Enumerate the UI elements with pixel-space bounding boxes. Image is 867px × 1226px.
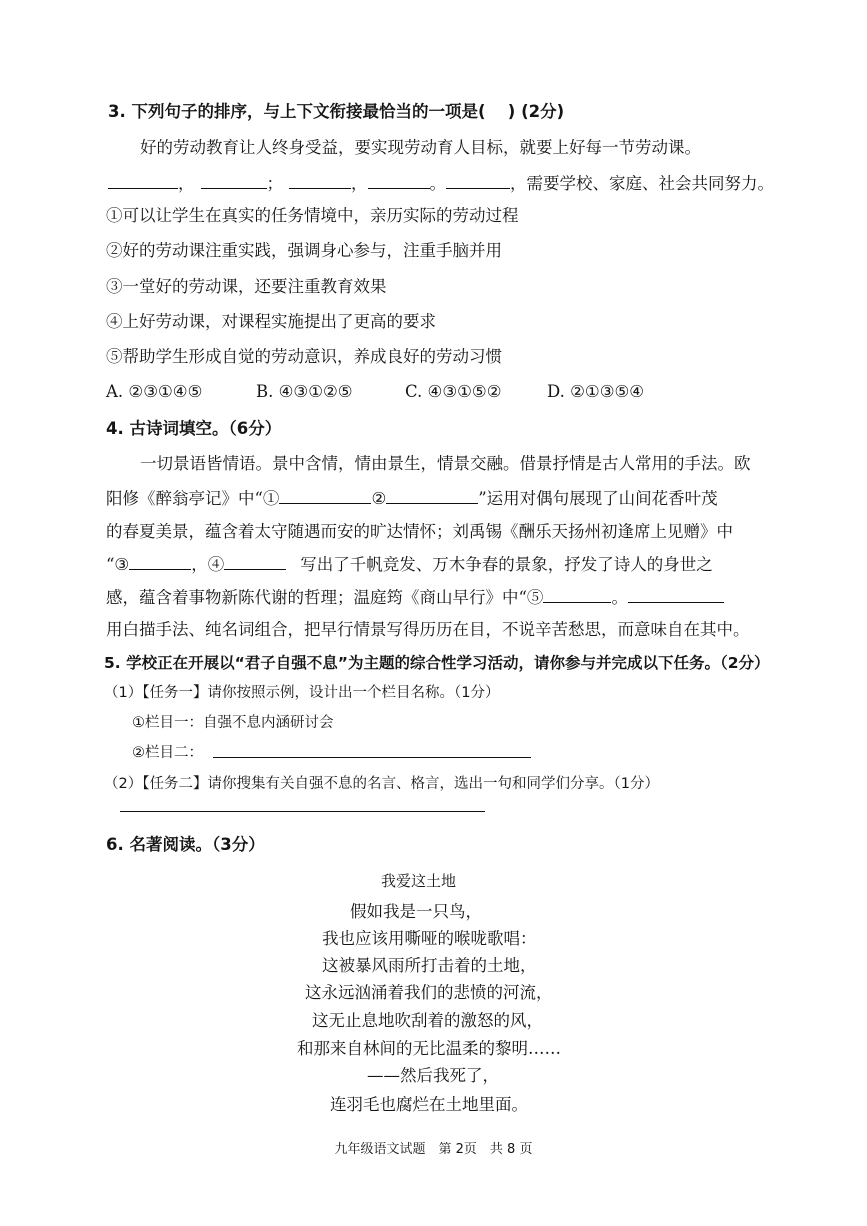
q3-heading: 3. 下列句子的排序，与上下文衔接最恰当的一项是( ) (2分) xyxy=(108,102,565,121)
punct: ， xyxy=(178,174,195,193)
poem-line-2: 我也应该用嘶哑的喉咙歌唱： xyxy=(322,929,537,948)
q5-task-2: （2）【任务二】请你搜集有关自强不息的名言、格言，选出一句和同学们分享。（1分） xyxy=(104,776,659,792)
q4-line-2c: ”运用对偶句展现了山间花香叶茂 xyxy=(478,489,718,508)
answer-blank[interactable] xyxy=(201,172,267,189)
poem-line-6: 和那来自林间的无比温柔的黎明…… xyxy=(297,1039,561,1058)
poem-blank-1[interactable] xyxy=(279,487,371,504)
q3-option-1: ①可以让学生在真实的任务情境中，亲历实际的劳动过程 xyxy=(106,206,519,225)
q4-line-2a: 阳修《醉翁亭记》中“① xyxy=(106,489,280,508)
q4-line-2 xyxy=(106,487,718,510)
q4-line-2b: ② xyxy=(371,489,387,508)
q3-choice-c[interactable]: C. ④③①⑤② xyxy=(405,382,502,401)
q3-fill-tail: 需要学校、家庭、社会共同努力。 xyxy=(526,174,774,193)
answer-blank[interactable] xyxy=(446,172,510,189)
q3-fill-line xyxy=(108,172,774,195)
q5-item-1: ①栏目一：自强不息内涵研讨会 xyxy=(132,715,334,731)
q3-option-5: ⑤帮助学生形成自觉的劳动意识，养成良好的劳动习惯 xyxy=(106,347,502,366)
poem-blank-5b[interactable] xyxy=(628,586,724,603)
q4-line-3: 的春夏美景，蕴含着太守随遇而安的旷达情怀；刘禹锡《酬乐天扬州初逢席上见赠》中 xyxy=(106,522,733,541)
q4-line-4c: 写出了千帆竞发、万木争春的景象，抒发了诗人的身世之 xyxy=(300,555,713,574)
poem-title: 我爱这土地 xyxy=(381,872,457,890)
page-footer: 九年级语文试题 第 2页 共 8 页 xyxy=(334,1142,533,1157)
punct: 。 xyxy=(429,174,446,193)
poem-line-1: 假如我是一只鸟， xyxy=(350,902,482,921)
poem-line-5: 这无止息地吹刮着的激怒的风， xyxy=(312,1011,543,1030)
q3-option-3: ③一堂好的劳动课，还要注重教育效果 xyxy=(106,277,387,296)
q4-line-4a: “③ xyxy=(106,555,130,574)
poem-blank-2[interactable] xyxy=(386,487,478,504)
q4-line-4b: ，④ xyxy=(191,555,225,574)
answer-blank[interactable] xyxy=(108,172,178,189)
column-name-answer-line[interactable] xyxy=(213,757,531,758)
poem-blank-4[interactable] xyxy=(224,553,286,570)
q4-line-5 xyxy=(106,586,724,609)
q5-item-2: ②栏目二： xyxy=(132,745,203,761)
q5-heading: 5. 学校正在开展以“君子自强不息”为主题的综合性学习活动，请你参与并完成以下任务。（2分） xyxy=(104,654,770,672)
quote-answer-line[interactable] xyxy=(120,811,485,812)
q3-choice-d[interactable]: D. ②①③⑤④ xyxy=(547,382,645,401)
q3-choice-a[interactable]: A. ②③①④⑤ xyxy=(106,382,203,401)
q4-heading: 4. 古诗词填空。（6分） xyxy=(106,419,282,438)
poem-line-8: 连羽毛也腐烂在土地里面。 xyxy=(330,1095,528,1114)
q4-line-6: 用白描手法、纯名词组合，把早行情景写得历历在目，不说辛苦愁思，而意味自在其中。 xyxy=(106,620,750,639)
q4-line-5a: 感，蕴含着事物新陈代谢的哲理；温庭筠《商山早行》中“⑤ xyxy=(106,588,544,607)
q3-choice-b[interactable]: B. ④③①②⑤ xyxy=(256,382,353,401)
q4-line-1: 一切景语皆情语。景中含情，情由景生，情景交融。借景抒情是古人常用的手法。欧 xyxy=(140,454,751,473)
punct: ； xyxy=(266,174,283,193)
answer-blank[interactable] xyxy=(289,172,351,189)
answer-blank[interactable] xyxy=(368,172,430,189)
q6-heading: 6. 名著阅读。（3分） xyxy=(106,835,265,854)
poem-blank-3[interactable] xyxy=(129,553,191,570)
poem-line-7: ——然后我死了， xyxy=(367,1066,499,1085)
poem-blank-5a[interactable] xyxy=(543,586,611,603)
q3-option-2: ②好的劳动课注重实践，强调身心参与，注重手脑并用 xyxy=(106,241,502,260)
q4-line-5b: 。 xyxy=(611,588,628,607)
q4-line-4 xyxy=(106,553,713,576)
punct: ， xyxy=(351,174,368,193)
poem-line-4: 这永远汹涌着我们的悲愤的河流， xyxy=(305,983,553,1002)
q3-option-4: ④上好劳动课，对课程实施提出了更高的要求 xyxy=(106,312,436,331)
q5-task-1: （1）【任务一】请你按照示例，设计出一个栏目名称。（1分） xyxy=(104,685,500,701)
poem-line-3: 这被暴风雨所打击着的土地， xyxy=(322,956,537,975)
q3-intro: 好的劳动教育让人终身受益，要实现劳动育人目标，就要上好每一节劳动课。 xyxy=(140,138,701,157)
punct: ， xyxy=(510,174,527,193)
